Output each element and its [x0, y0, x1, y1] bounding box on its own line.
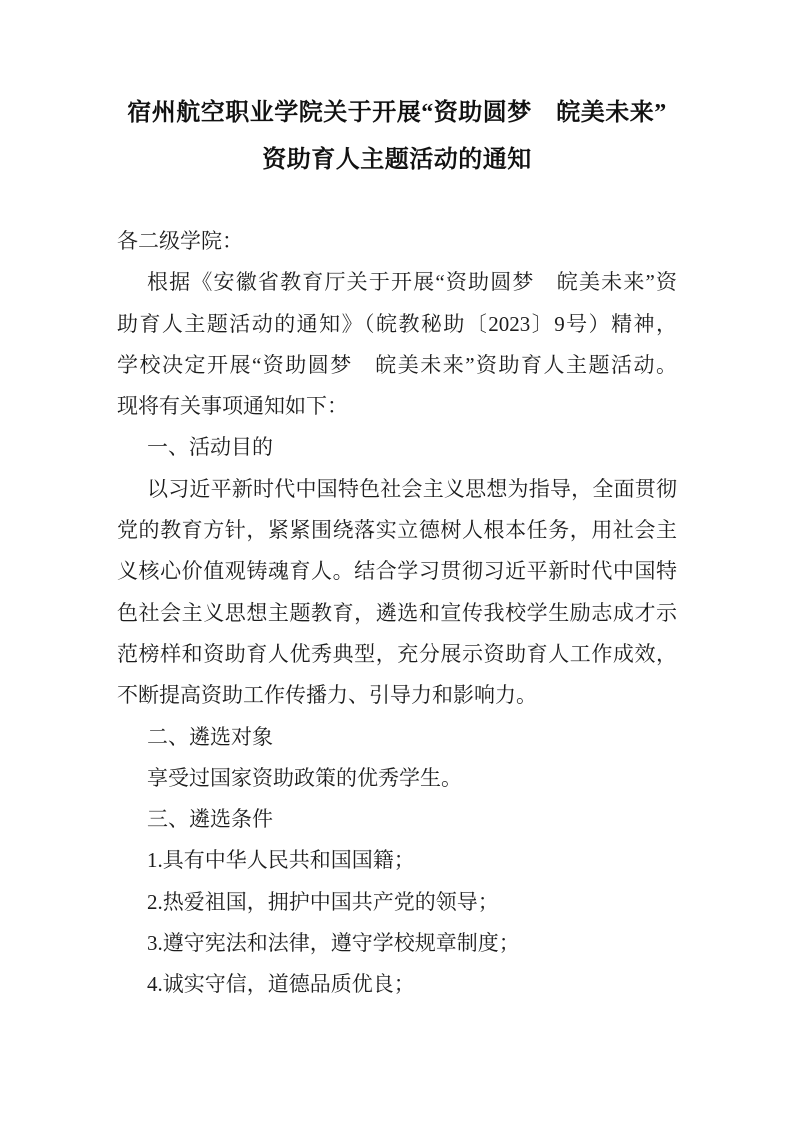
body-text-line: 各二级学院： — [117, 229, 243, 253]
body-text-line: 3.遵守宪法和法律，遵守学校规章制度； — [147, 931, 520, 956]
body-text-line: 二、遴选对象 — [147, 724, 273, 749]
body-text-line: 学校决定开展“资助圆梦 皖美未来”资助育人主题活动。 — [117, 352, 677, 377]
body-text-line: 一、活动目的 — [147, 435, 273, 460]
body-text-line: 色社会主义思想主题教育，遴选和宣传我校学生励志成才示 — [117, 600, 677, 625]
body-text-line: 享受过国家资助政策的优秀学生。 — [147, 765, 462, 790]
body-text-line: 4.诚实守信，道德品质优良； — [147, 972, 415, 997]
body-text-line: 1.具有中华人民共和国国籍； — [147, 848, 415, 873]
body-text-line: 党的教育方针，紧紧围绕落实立德树人根本任务，用社会主 — [117, 518, 677, 543]
document-title — [117, 90, 677, 184]
body-text-line: 不断提高资助工作传播力、引导力和影响力。 — [117, 683, 537, 708]
title-line-2: 资助育人主题活动的通知 — [262, 147, 532, 173]
body-text-line: 根据《安徽省教育厅关于开展“资助圆梦 皖美未来”资 — [147, 270, 677, 295]
body-text-line: 以习近平新时代中国特色社会主义思想为指导，全面贯彻 — [147, 476, 677, 501]
document-body — [117, 221, 677, 1006]
body-text-line: 义核心价值观铸魂育人。结合学习贯彻习近平新时代中国特 — [117, 559, 677, 584]
body-text-line: 2.热爱祖国，拥护中国共产党的领导； — [147, 889, 499, 914]
body-text-line: 三、遴选条件 — [147, 807, 273, 832]
body-text-line: 现将有关事项通知如下： — [117, 394, 348, 419]
title-line-1: 宿州航空职业学院关于开展“资助圆梦 皖美未来” — [127, 100, 667, 126]
body-text-line: 助育人主题活动的通知》（皖教秘助〔2023〕9号）精神， — [117, 311, 677, 336]
body-text-line: 范榜样和资助育人优秀典型，充分展示资助育人工作成效， — [117, 641, 677, 666]
